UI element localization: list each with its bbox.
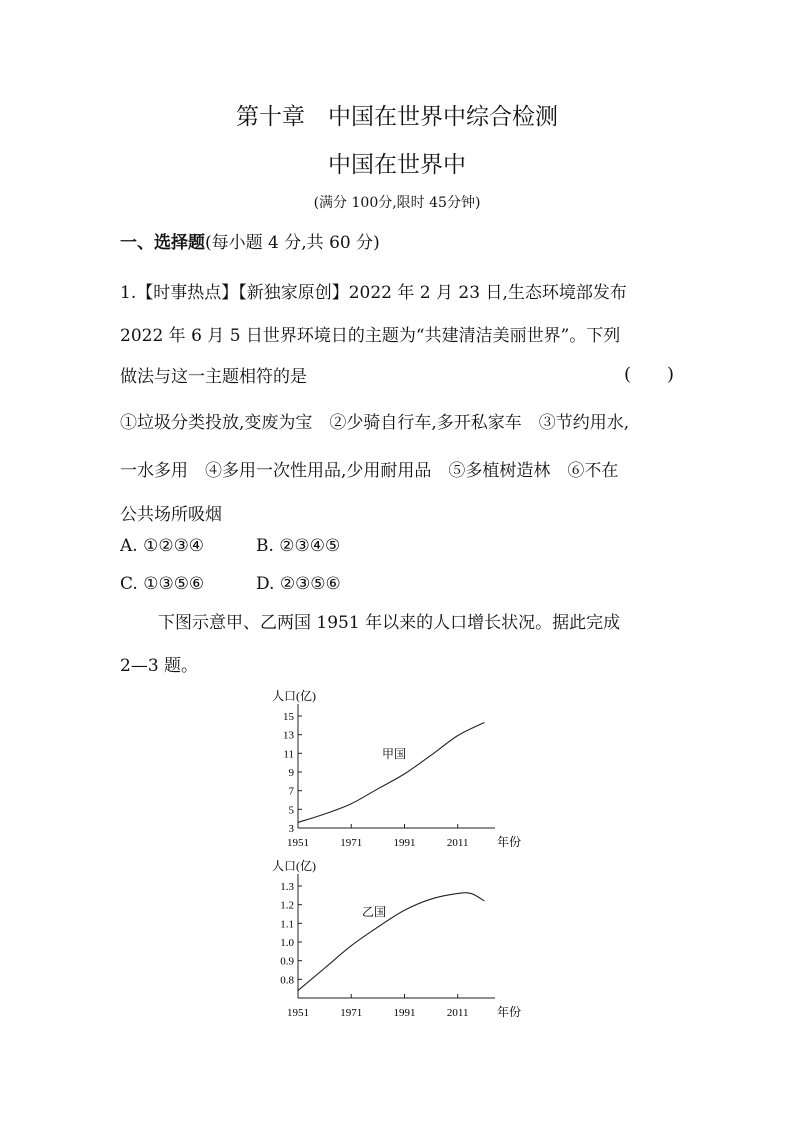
answer-blank: ( ) [624, 364, 675, 385]
q1-line-2: 2022 年 6 月 5 日世界环境日的主题为“共建清洁美丽世界”。下列 [120, 326, 621, 346]
q1-items-3: 公共场所吸烟 [120, 505, 222, 525]
x-axis-label: 年份 [497, 1005, 522, 1019]
x-tick-label: 1951 [287, 1007, 309, 1019]
x-tick-label: 1991 [393, 837, 416, 849]
chart-jia-svg [270, 686, 530, 852]
section-heading [120, 228, 380, 253]
y-axis-label: 人口(亿) [272, 689, 316, 703]
option-c: C. ①③⑤⑥ [120, 574, 205, 594]
x-tick-label: 1951 [287, 837, 309, 849]
chart-yi [270, 856, 530, 1028]
y-tick-label: 7 [288, 785, 294, 798]
x-axis-label: 年份 [497, 835, 522, 849]
y-tick-label: 1.3 [280, 881, 294, 893]
series-line [298, 893, 484, 991]
x-tick-label: 1971 [340, 837, 363, 849]
y-tick-label: 15 [283, 711, 294, 723]
y-tick-label: 3 [288, 823, 294, 835]
x-tick-label: 2011 [446, 837, 469, 849]
chart-jia [270, 686, 530, 856]
intro-line-2: 2—3 题。 [120, 656, 199, 676]
y-tick-label: 0.9 [280, 955, 294, 968]
chart-yi-svg [270, 856, 530, 1024]
option-b: B. ②③④⑤ [256, 536, 341, 556]
series-label: 乙国 [362, 905, 387, 919]
section-detail-text: (每小题 4 分,共 60 分) [205, 233, 380, 253]
x-tick-label: 2011 [446, 1007, 469, 1019]
series-label: 甲国 [382, 747, 407, 761]
series-line [298, 723, 484, 823]
option-d: D. ②③⑤⑥ [256, 574, 341, 594]
score-note: (满分 100分,限时 45分钟) [313, 195, 481, 211]
q1-line-3: 做法与这一主题相符的是 [120, 367, 307, 387]
x-tick-label: 1971 [340, 1007, 363, 1019]
y-tick-label: 1.2 [280, 899, 294, 912]
x-tick-label: 1991 [393, 1007, 416, 1019]
y-axis-label: 人口(亿) [272, 859, 316, 873]
q1-line-1: 1.【时事热点】【新独家原创】2022 年 2 月 23 日,生态环境部发布 [120, 283, 627, 303]
page-subtitle: 中国在世界中 [328, 152, 466, 178]
y-tick-label: 1.1 [280, 918, 294, 931]
y-tick-label: 0.8 [280, 974, 294, 987]
q1-items-1: ①垃圾分类投放,变废为宝 ②少骑自行车,多开私家车 ③节约用水, [120, 413, 630, 433]
intro-line-1: 下图示意甲、乙两国 1951 年以来的人口增长状况。据此完成 [158, 613, 621, 633]
option-a: A. ①②③④ [120, 536, 205, 556]
page-title: 第十章 中国在世界中综合检测 [236, 104, 558, 130]
y-tick-label: 1.0 [280, 937, 294, 949]
y-tick-label: 5 [288, 804, 294, 817]
q1-items-2: 一水多用 ④多用一次性用品,少用耐用品 ⑤多植树造林 ⑥不在 [120, 461, 619, 481]
y-tick-label: 13 [283, 729, 294, 742]
y-tick-label: 9 [288, 767, 294, 779]
y-tick-label: 11 [283, 748, 294, 761]
section-head-text: 一、选择题 [120, 233, 205, 253]
